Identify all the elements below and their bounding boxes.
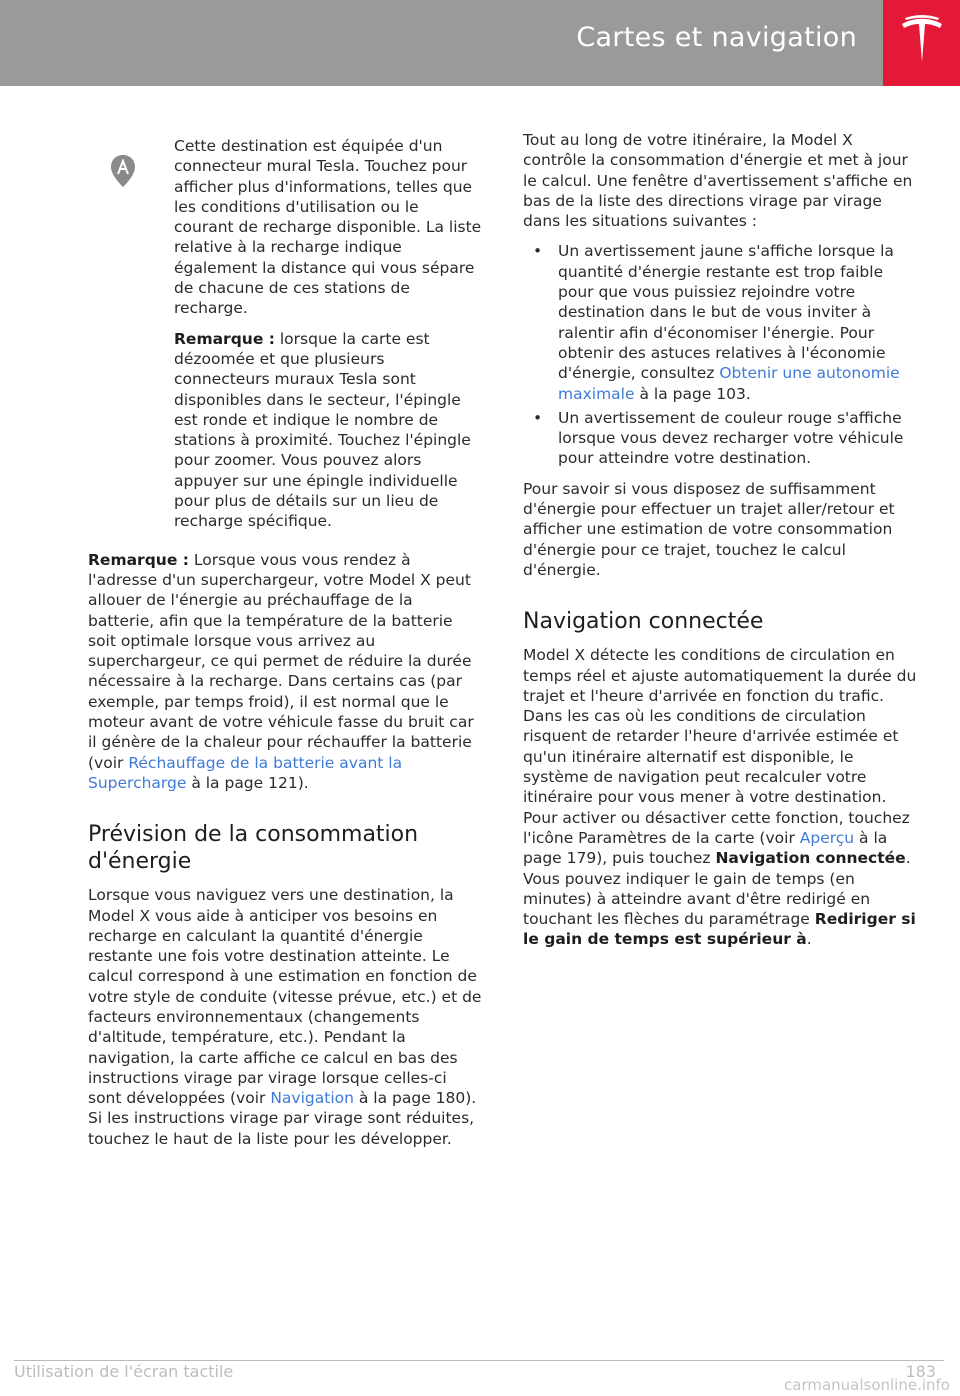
right-column <box>523 130 918 960</box>
supercharger-note-after: à la page 121). <box>186 773 309 792</box>
charging-pin-icon <box>110 154 136 188</box>
callout-note <box>174 329 483 532</box>
list-item <box>523 241 918 403</box>
apercu-link[interactable]: Aperçu <box>799 828 855 847</box>
connected-nav-text3: . Vous pouvez indiquer le gain de temps (en minutes) à atteindre avant d'être redirigé en touchant les flèches du paramétrage <box>523 849 911 929</box>
page-title: Cartes et navigation <box>576 22 857 53</box>
warning-list <box>523 241 918 468</box>
energy-prediction-heading: Prévision de la consommation d'énergie <box>88 822 419 875</box>
round-trip-text: Pour savoir si vous disposez de suffisamment d'énergie pour effectuer un trajet aller/retour et afficher une estimation de votre consommation d'énergie pour ce trajet, touchez le calcul d'énergie. <box>523 479 895 579</box>
battery-preheat-link[interactable]: Réchauffage de la batterie avant la Supercharge <box>88 753 403 792</box>
connected-nav-text1: Model X détecte les conditions de circulation en temps réel et ajuste automatiquement la durée du trajet et l'heure d'arrivée en fonction du trafic. Dans les cas où les conditions de circulation risquent de retarder l'heure d'arrivée estimée et qu'un itinéraire alternatif est disponible, le système de navigation peut recalculer votre itinéraire pour vous mener à votre destination. Pour activer ou désactiver cette fonction, touchez l'icône Paramètres de la carte (voir <box>523 646 917 847</box>
supercharger-note <box>88 550 483 794</box>
footer-divider <box>14 1360 944 1361</box>
connected-nav-text2: à la page 179), puis touchez <box>523 828 888 868</box>
max-range-link[interactable]: Obtenir une autonomie maximale <box>558 364 900 403</box>
list-item <box>523 408 918 469</box>
connected-navigation-text <box>523 645 918 949</box>
energy-prediction-body: Lorsque vous naviguez vers une destination, la Model X vous aide à anticiper vos besoins en recharge en calculant la quantité d'énergie restante une fois votre destination atteinte. Le calcul correspond à une estimation en fonction de votre style de conduite (vitesse prévue, etc.) et de facteurs environnementaux (changements d'altitude, température, etc.). Pendant la navigation, la carte affiche ce calcul en bas des instructions virage par virage lorsque celles-ci sont développées (voir <box>88 886 482 1108</box>
monitoring-intro: Tout au long de votre itinéraire, la Model X contrôle la consommation d'énergie et met à jour le calcul. Une fenêtre d'avertissement s'affiche en bas de la liste des directions virage par virage dans les situations suivantes : <box>523 131 913 231</box>
navigation-link[interactable]: Navigation <box>270 1089 354 1108</box>
energy-prediction-text <box>88 885 483 1149</box>
yellow-warning-after: à la page 103. <box>634 384 751 403</box>
left-column <box>88 136 483 1159</box>
connected-navigation-heading: Navigation connectée <box>523 609 764 635</box>
connected-nav-bold1: Navigation connectée <box>715 849 906 868</box>
watermark: carmanualsonline.info <box>784 1376 950 1394</box>
page-header <box>0 0 883 86</box>
footer-section-label: Utilisation de l'écran tactile <box>14 1362 234 1381</box>
red-warning-text: Un avertissement de couleur rouge s'affiche lorsque vous devez recharger votre véhicule pour atteindre votre destination. <box>558 408 904 468</box>
callout-note-label: Remarque : <box>174 329 275 348</box>
bullet-icon: • <box>533 242 543 261</box>
energy-prediction-after: à la page 180). Si les instructions virage par virage sont réduites, touchez le haut de la liste pour les développer. <box>88 1089 477 1148</box>
callout <box>88 136 483 532</box>
supercharger-note-label: Remarque : <box>88 550 189 569</box>
tesla-logo-icon <box>899 14 945 72</box>
callout-text: Cette destination est équipée d'un connecteur mural Tesla. Touchez pour afficher plus d'informations, telles que les conditions d'utilisation ou le courant de recharge disponible. La liste relative à la recharge indique également la distance qui vous sépare de chacune de ces stations de recharge. <box>174 137 482 318</box>
bullet-icon: • <box>533 408 543 427</box>
tesla-logo-box <box>883 0 960 86</box>
callout-note-text: lorsque la carte est dézoomée et que plusieurs connecteurs muraux Tesla sont disponibles dans le secteur, l'épingle est ronde et indique le nombre de stations à proximité. Touchez l'épingle pour zoomer. Vous pouvez alors appuyer sur une épingle individuelle pour plus de détails sur un lieu de recharge spécifique. <box>174 329 471 531</box>
connected-nav-text4: . <box>806 930 812 949</box>
yellow-warning-text: Un avertissement jaune s'affiche lorsque la quantité d'énergie restante est trop faible pour que vous puissiez rejoindre votre destination dans le but de vous inviter à ralentir afin d'économiser l'énergie. Pour obtenir des astuces relatives à l'économie d'énergie, consultez <box>558 242 894 383</box>
connected-nav-bold2: Rediriger si le gain de temps est supérieur à <box>523 910 916 949</box>
supercharger-note-text: Lorsque vous vous rendez à l'adresse d'un superchargeur, votre Model X peut allouer de l'énergie au préchauffage de la batterie, afin que la température de la batterie soit optimale lorsque vous arrivez au superchargeur, ce qui permet de réduire la durée nécessaire à la recharge. Dans certains cas (par exemple, par temps froid), il est normal que le moteur avant de votre véhicule fasse du bruit car il génère de la chaleur pour réchauffer la batterie (voir <box>88 550 474 772</box>
page-number: 183 <box>905 1362 936 1381</box>
